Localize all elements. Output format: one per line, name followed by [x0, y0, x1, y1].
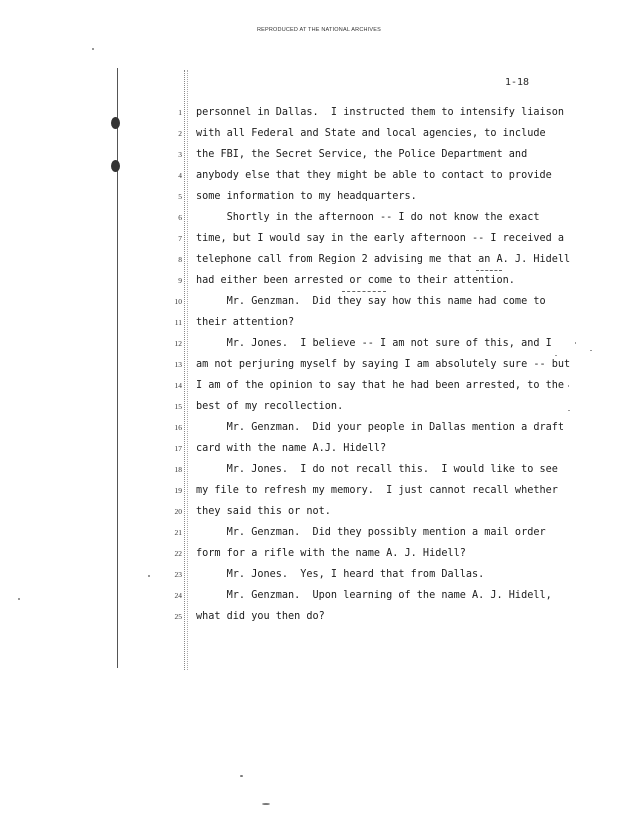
- binding-line: [117, 68, 118, 668]
- speck: [568, 385, 569, 387]
- line-number: 11: [174, 318, 182, 327]
- line-number: 21: [174, 528, 182, 537]
- line-number: 9: [178, 276, 182, 285]
- line-number: 4: [178, 171, 182, 180]
- transcript-line: with all Federal and State and local agencies, to include: [196, 128, 546, 139]
- margin-rule: [184, 70, 185, 670]
- punch-hole: [111, 160, 120, 172]
- speck: [568, 410, 570, 411]
- line-number: 3: [178, 150, 182, 159]
- line-number: 16: [174, 423, 182, 432]
- line-number: 15: [174, 402, 182, 411]
- transcript-line: personnel in Dallas. I instructed them to intensify liaison: [196, 107, 565, 118]
- line-number: 19: [174, 486, 182, 495]
- transcript-line: Mr. Genzman. Did your people in Dallas mention a draft: [196, 422, 565, 433]
- line-number: 1: [178, 108, 182, 117]
- line-number: 24: [174, 591, 182, 600]
- line-number: 17: [174, 444, 182, 453]
- transcript-line: their attention?: [196, 317, 295, 328]
- line-number: 13: [174, 360, 182, 369]
- transcript-line: Mr. Jones. Yes, I heard that from Dallas.: [196, 569, 485, 580]
- archive-stamp: REPRODUCED AT THE NATIONAL ARCHIVES: [256, 27, 382, 33]
- transcript-line: I am of the opinion to say that he had been arrested, to the: [196, 380, 565, 391]
- transcript-line: am not perjuring myself by saying I am absolutely sure -- but: [196, 359, 571, 370]
- transcript-line: my file to refresh my memory. I just cannot recall whether: [196, 485, 558, 496]
- line-number: 12: [174, 339, 182, 348]
- transcript-line: Mr. Genzman. Upon learning of the name A. J. Hidell,: [196, 590, 552, 601]
- line-number: 5: [178, 192, 182, 201]
- line-number: 23: [174, 570, 182, 579]
- line-number: 8: [178, 255, 182, 264]
- transcript-line: Mr. Jones. I do not recall this. I would like to see: [196, 464, 558, 475]
- transcript-line: had either been arrested or come to their attention.: [196, 275, 515, 286]
- line-number: 6: [178, 213, 182, 222]
- line-number: 18: [174, 465, 182, 474]
- speck: [575, 342, 576, 344]
- transcript-line: the FBI, the Secret Service, the Police Department and: [196, 149, 528, 160]
- transcript-line: card with the name A.J. Hidell?: [196, 443, 387, 454]
- punch-hole: [111, 117, 120, 129]
- line-number: 7: [178, 234, 182, 243]
- transcript-line: Mr. Genzman. Did they say how this name had come to: [196, 296, 546, 307]
- transcript-line: what did you then do?: [196, 611, 325, 622]
- speck: [590, 350, 592, 351]
- line-number: 10: [174, 297, 182, 306]
- transcript-line: best of my recollection.: [196, 401, 344, 412]
- speck: [148, 575, 150, 577]
- transcript-line: they said this or not.: [196, 506, 331, 517]
- line-number: 20: [174, 507, 182, 516]
- speck: [18, 598, 20, 600]
- page-number: 1-18: [505, 77, 530, 88]
- margin-rule: [187, 70, 188, 670]
- transcript-line: some information to my headquarters.: [196, 191, 417, 202]
- speck: [262, 803, 270, 805]
- transcript-line: Shortly in the afternoon -- I do not know the exact: [196, 212, 540, 223]
- line-number: 2: [178, 129, 182, 138]
- transcript-line: anybody else that they might be able to contact to provide: [196, 170, 552, 181]
- line-number: 25: [174, 612, 182, 621]
- underline-mark: [342, 291, 386, 292]
- transcript-line: telephone call from Region 2 advising me that an A. J. Hidell: [196, 254, 571, 265]
- speck: [555, 355, 557, 356]
- line-number: 14: [174, 381, 182, 390]
- speck: [92, 48, 94, 50]
- transcript-line: Mr. Jones. I believe -- I am not sure of this, and I: [196, 338, 552, 349]
- transcript-line: Mr. Genzman. Did they possibly mention a mail order: [196, 527, 546, 538]
- transcript-line: form for a rifle with the name A. J. Hidell?: [196, 548, 466, 559]
- transcript-line: time, but I would say in the early afternoon -- I received a: [196, 233, 565, 244]
- line-number: 22: [174, 549, 182, 558]
- speck: [240, 775, 243, 777]
- underline-mark: [476, 270, 502, 271]
